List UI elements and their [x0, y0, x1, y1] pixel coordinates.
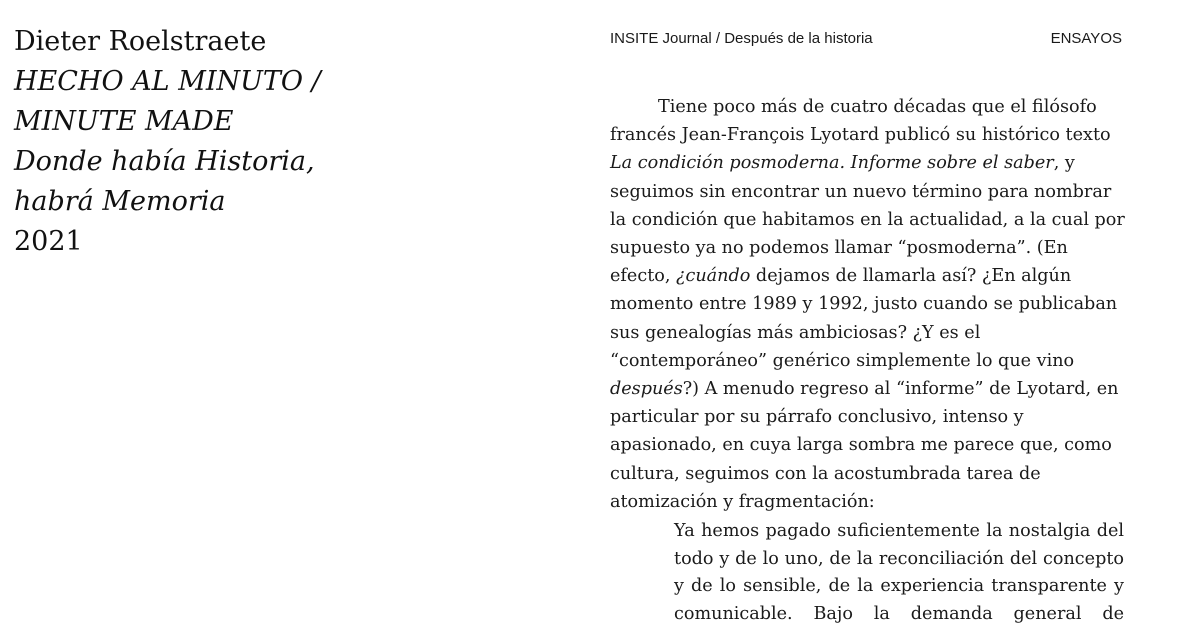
title-line-2: MINUTE MADE: [14, 106, 234, 137]
subtitle-line-1: Donde había Historia,: [14, 146, 315, 177]
section-label: ENSAYOS: [1050, 30, 1122, 47]
subtitle-line-2: habrá Memoria: [14, 186, 226, 217]
body-segment-1: Tiene poco más de cuatro décadas que el filósofo francés Jean-François Lyotard publicó su histórico texto: [610, 97, 1111, 146]
author-name: Dieter Roelstraete: [14, 26, 267, 57]
body-segment-5: dejamos de llamarla así? ¿En algún momento entre 1989 y 1992, justo cuando se publicaban sus genealogías más ambiciosas? ¿Y es el “contemporáneo” genérico simplemente lo que vino: [610, 266, 1118, 371]
body-segment-3: , y seguimos sin encontrar un nuevo término para nombrar la condición que habitamos en la actualidad, a la cual por supuesto ya no podemos llamar “posmoderna”. (En efecto,: [610, 153, 1125, 287]
book-title-italic: La condición posmoderna. Informe sobre el saber: [610, 153, 1054, 174]
journal-breadcrumb: INSITE Journal / Después de la historia: [610, 30, 873, 47]
despues-italic: después: [610, 379, 683, 400]
article-body: [610, 93, 1125, 516]
intro-paragraph: [610, 93, 1125, 516]
publication-year: 2021: [14, 226, 83, 257]
body-segment-7: ?) A menudo regreso al “informe” de Lyotard, en particular por su párrafo conclusivo, intenso y apasionado, en cuya larga sombra me parece que, como cultura, seguimos con la acostumbrada tarea de atomización y fragmentación:: [610, 379, 1119, 512]
block-quote: [674, 518, 1124, 628]
title-line-1: HECHO AL MINUTO /: [14, 66, 321, 97]
quote-text: Ya hemos pagado suficientemente la nostalgia del todo y de lo uno, de la reconciliación del concepto y de lo sensible, de la experiencia transparente y comunicable. Bajo la demanda general de: [674, 521, 1124, 624]
article-meta: [14, 22, 344, 262]
cuando-italic: ¿cuándo: [676, 266, 751, 287]
